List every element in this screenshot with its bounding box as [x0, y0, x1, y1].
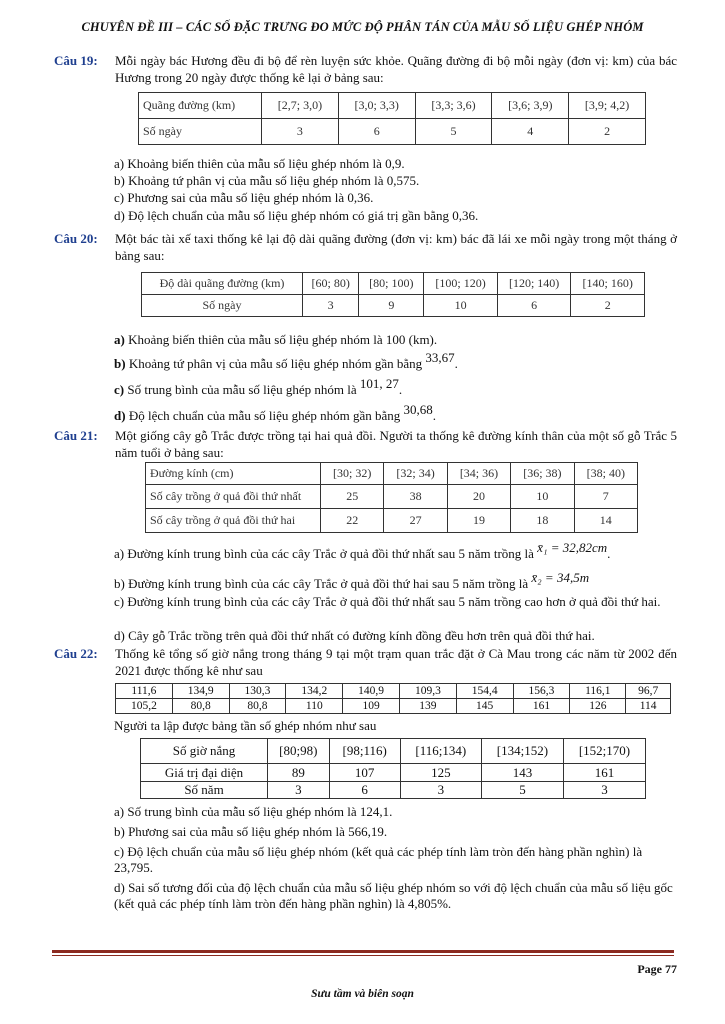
question-label: Câu 22:	[54, 646, 98, 661]
footer-divider-thin	[52, 955, 674, 956]
question-22	[54, 645, 677, 679]
option-text: Khoảng biến thiên của mẫu số liệu ghép nhóm là 100 (km).	[124, 332, 438, 347]
q22-raw-table	[115, 683, 671, 714]
table-cell: Số cây trồng ở quả đồi thứ hai	[146, 509, 321, 533]
table-cell: 6	[329, 782, 400, 799]
table-cell: 3	[563, 782, 645, 799]
table-cell: [80;98)	[268, 739, 330, 764]
footer-divider	[52, 950, 674, 953]
table-cell: 134,2	[286, 684, 343, 699]
table-cell: 25	[321, 485, 384, 509]
q20-table	[141, 272, 645, 317]
option-value: x̄₂ = 34,5m	[531, 570, 590, 585]
question-label: Câu 21:	[54, 428, 98, 443]
table-cell: 96,7	[626, 684, 671, 699]
table-cell: [32; 34)	[384, 463, 447, 485]
table-cell: 80,8	[229, 699, 286, 714]
q22-option-a: a) Số trung bình của mẫu số liệu ghép nhóm là 124,1.	[114, 804, 393, 819]
q20-option-a	[114, 332, 677, 348]
option-end: .	[454, 356, 458, 371]
q19-option-d: d) Độ lệch chuẩn của mẫu số liệu ghép nhóm có giá trị gần bằng 0,36.	[114, 208, 479, 223]
table-cell: [116;134)	[400, 739, 481, 764]
table-cell: 3	[268, 782, 330, 799]
table-cell: 22	[321, 509, 384, 533]
q20-option-c	[114, 376, 677, 398]
table-cell: [34; 36)	[447, 463, 510, 485]
q19-option-a: a) Khoảng biến thiên của mẫu số liệu ghép nhóm là 0,9.	[114, 156, 405, 171]
q21-option-c: c) Đường kính trung bình của các cây Trắc ở quả đồi thứ nhất sau 5 năm trồng cao hơn ở quả đồi thứ hai.	[114, 594, 661, 609]
q22-option-c: c) Độ lệch chuẩn của mẫu số liệu ghép nhóm (kết quả các phép tính làm tròn đến hàng phần nghìn) là 23,795.	[114, 844, 643, 875]
table-cell: 130,3	[229, 684, 286, 699]
option-tag: a)	[114, 332, 125, 347]
question-text: Thống kê tổng số giờ nắng trong tháng 9 tại một trạm quan trắc đặt ở Cà Mau trong các năm từ 2002 đến 2021 được thống kê như sau	[115, 646, 677, 678]
table-cell: Giá trị đại diện	[141, 764, 268, 782]
question-text: Một bác tài xế taxi thống kê lại độ dài quãng đường (đơn vị: km) bác đã lái xe mỗi ngày trong một tháng ở bảng sau:	[115, 231, 677, 263]
q22-freq-table	[140, 738, 646, 799]
option-text: Số trung bình của mẫu số liệu ghép nhóm là	[124, 382, 360, 397]
table-cell: 125	[400, 764, 481, 782]
option-value: x̄₁ = 32,82cm	[537, 540, 608, 555]
question-text: Mỗi ngày bác Hương đều đi bộ để rèn luyện sức khỏe. Quãng đường đi bộ mỗi ngày (đơn vị: km) của bác Hương trong 20 ngày được thống kê lại ở bảng sau:	[115, 53, 677, 85]
table-cell: [98;116)	[329, 739, 400, 764]
table-cell: 9	[359, 295, 424, 317]
table-cell: [2,7; 3,0)	[262, 93, 339, 119]
table-cell: 110	[286, 699, 343, 714]
footer-credit: Sưu tầm và biên soạn	[311, 988, 414, 1000]
question-19	[54, 52, 677, 86]
table-cell: 5	[481, 782, 563, 799]
table-cell: [134;152)	[481, 739, 563, 764]
table-cell: 126	[570, 699, 626, 714]
question-20	[54, 230, 677, 264]
page-header: CHUYÊN ĐỀ III – CÁC SỐ ĐẶC TRƯNG ĐO MỨC ĐỘ PHÂN TÁN CỦA MẪU SỐ LIỆU GHÉP NHÓM	[81, 20, 644, 34]
q20-option-d	[114, 402, 677, 424]
table-cell: 10	[511, 485, 574, 509]
q21-option-d: d) Cây gỗ Trắc trồng trên quả đồi thứ nhất có đường kính đồng đều hơn trên quả đồi thứ hai.	[114, 628, 595, 643]
table-cell: 107	[329, 764, 400, 782]
table-cell: 5	[415, 119, 492, 145]
q21-table	[145, 462, 638, 533]
q20-option-b	[114, 350, 677, 372]
table-cell: 109	[343, 699, 400, 714]
table-cell: 134,9	[172, 684, 229, 699]
table-cell: Số ngày	[139, 119, 262, 145]
question-21	[54, 427, 677, 461]
question-text: Một giống cây gỗ Trắc được trồng tại hai quả đồi. Người ta thống kê đường kính thân của một số gỗ Trắc 5 năm tuổi ở bảng sau:	[115, 428, 677, 460]
q21-option-a	[114, 540, 677, 562]
table-cell: [30; 32)	[321, 463, 384, 485]
table-cell: 114	[626, 699, 671, 714]
table-cell: Số năm	[141, 782, 268, 799]
table-cell: 143	[481, 764, 563, 782]
q22-option-d: d) Sai số tương đối của độ lệch chuẩn của mẫu số liệu ghép nhóm so với độ lệch chuẩn của mẫu số liệu gốc (kết quả các phép tính làm tròn đến hàng phần nghìn) là 4,805%.	[114, 880, 673, 911]
table-cell: 89	[268, 764, 330, 782]
table-cell: 161	[563, 764, 645, 782]
table-cell: 2	[569, 119, 646, 145]
table-cell: 109,3	[399, 684, 456, 699]
table-cell: 14	[574, 509, 637, 533]
q22-mid-text: Người ta lập được bảng tần số ghép nhóm như sau	[114, 718, 377, 733]
table-cell: [152;170)	[563, 739, 645, 764]
option-end: .	[398, 382, 403, 397]
table-cell: 80,8	[172, 699, 229, 714]
table-cell: Số ngày	[142, 295, 303, 317]
table-cell: 19	[447, 509, 510, 533]
table-cell: Số giờ nắng	[141, 739, 268, 764]
table-cell: 3	[400, 782, 481, 799]
table-cell: [100; 120)	[424, 273, 498, 295]
table-cell: [3,6; 3,9)	[492, 93, 569, 119]
option-tag: c)	[114, 382, 125, 397]
table-cell: 20	[447, 485, 510, 509]
table-cell: 18	[511, 509, 574, 533]
table-cell: 140,9	[343, 684, 400, 699]
option-text: Khoảng tứ phân vị của mẫu số liệu ghép nhóm gần bằng	[125, 356, 426, 371]
page-number: Page 77	[637, 962, 677, 976]
table-cell: 6	[338, 119, 415, 145]
option-tag: d)	[114, 408, 126, 423]
table-cell: 154,4	[456, 684, 513, 699]
q19-option-c: c) Phương sai của mẫu số liệu ghép nhóm là 0,36.	[114, 190, 374, 205]
table-cell: [80; 100)	[359, 273, 424, 295]
option-value: 101, 27	[359, 376, 399, 391]
option-text: b) Đường kính trung bình của các cây Trắc ở quả đồi thứ hai sau 5 năm trồng là	[114, 576, 532, 591]
table-cell: 145	[456, 699, 513, 714]
table-cell: [36; 38)	[511, 463, 574, 485]
table-cell: Số cây trồng ở quả đồi thứ nhất	[146, 485, 321, 509]
table-cell: [3,9; 4,2)	[569, 93, 646, 119]
table-cell: 161	[513, 699, 570, 714]
q22-option-b: b) Phương sai của mẫu số liệu ghép nhóm là 566,19.	[114, 824, 388, 839]
table-cell: [38; 40)	[574, 463, 637, 485]
option-tag: b)	[114, 356, 126, 371]
table-cell: Quãng đường (km)	[139, 93, 262, 119]
table-cell: [140; 160)	[571, 273, 645, 295]
table-cell: 116,1	[570, 684, 626, 699]
q19-option-b: b) Khoảng tứ phân vị của mẫu số liệu ghép nhóm là 0,575.	[114, 173, 420, 188]
q21-option-b	[114, 570, 677, 592]
question-label: Câu 20:	[54, 231, 98, 246]
table-cell: 105,2	[116, 699, 173, 714]
option-end: .	[432, 408, 437, 423]
table-cell: 10	[424, 295, 498, 317]
table-cell: 27	[384, 509, 447, 533]
option-text: a) Đường kính trung bình của các cây Trắc ở quả đồi thứ nhất sau 5 năm trồng là	[114, 546, 538, 561]
table-cell: 3	[303, 295, 359, 317]
table-cell: Đường kính (cm)	[146, 463, 321, 485]
table-cell: [3,3; 3,6)	[415, 93, 492, 119]
table-cell: 38	[384, 485, 447, 509]
option-end: .	[607, 546, 611, 561]
option-text: Độ lệch chuẩn của mẫu số liệu ghép nhóm gần bằng	[125, 408, 404, 423]
option-value: 33,67	[425, 350, 455, 365]
table-cell: [60; 80)	[303, 273, 359, 295]
table-cell: [120; 140)	[497, 273, 571, 295]
table-cell: 111,6	[116, 684, 173, 699]
table-cell: 2	[571, 295, 645, 317]
question-label: Câu 19:	[54, 53, 98, 68]
table-cell: 4	[492, 119, 569, 145]
table-cell: [3,0; 3,3)	[338, 93, 415, 119]
option-value: 30,68	[403, 402, 433, 417]
table-cell: 139	[399, 699, 456, 714]
table-cell: 6	[497, 295, 571, 317]
table-cell: Độ dài quãng đường (km)	[142, 273, 303, 295]
table-cell: 7	[574, 485, 637, 509]
table-cell: 3	[262, 119, 339, 145]
table-cell: 156,3	[513, 684, 570, 699]
q19-table	[138, 92, 646, 145]
